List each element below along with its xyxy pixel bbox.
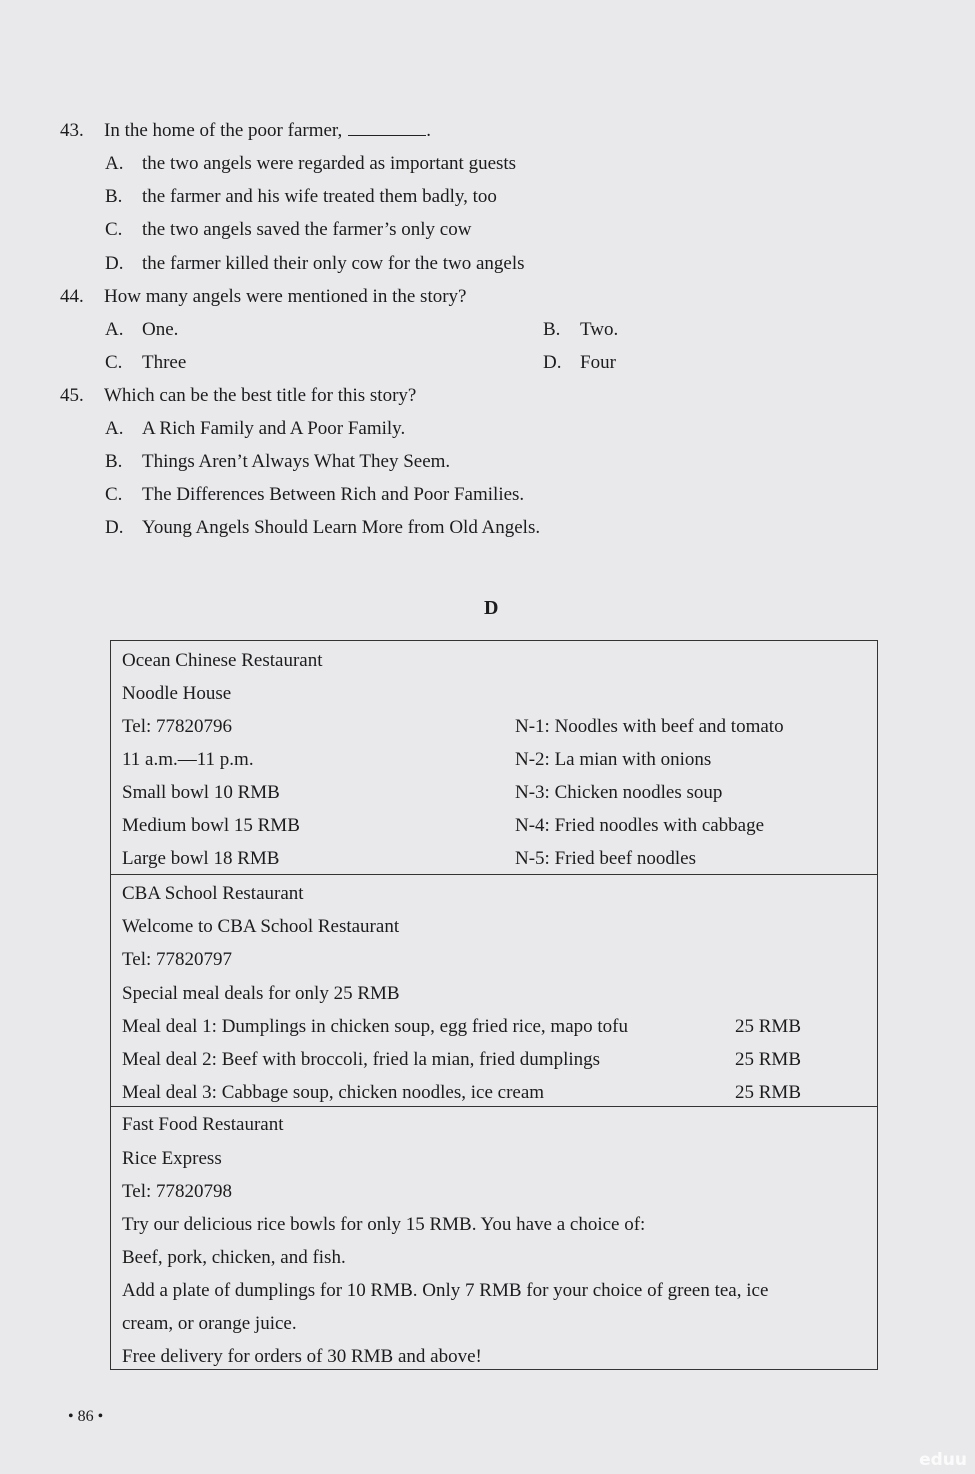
promo-line: Free delivery for orders of 30 RMB and above! — [122, 1346, 482, 1367]
restaurant-tel: Tel: 77820796 — [122, 716, 233, 737]
option-43a: A. the two angels were regarded as important guests — [105, 153, 517, 174]
restaurant-name: Fast Food Restaurant — [122, 1114, 284, 1135]
promo-line: Add a plate of dumplings for 10 RMB. Only 7 RMB for your choice of green tea, ice — [122, 1280, 769, 1301]
option-45b: B. Things Aren’t Always What They Seem. — [105, 451, 451, 472]
price-large: Large bowl 18 RMB — [122, 848, 280, 869]
answer-blank — [348, 118, 426, 136]
option-45d: D. Young Angels Should Learn More from Old Angels. — [105, 517, 541, 538]
menu-item: N-3: Chicken noodles soup — [515, 782, 723, 803]
question-stem: Which can be the best title for this story? — [104, 385, 417, 406]
option-44d: D. Four — [543, 352, 616, 373]
option-44a: A. One. — [105, 319, 179, 340]
ocean-restaurant-block — [111, 641, 877, 874]
menu-item: N-1: Noodles with beef and tomato — [515, 716, 784, 737]
meal-deal-price: 25 RMB — [735, 1082, 801, 1103]
question-number: 43. — [60, 120, 84, 141]
option-43d: D. the farmer killed their only cow for the two angels — [105, 253, 525, 274]
price-medium: Medium bowl 15 RMB — [122, 815, 300, 836]
question-number: 44. — [60, 286, 84, 307]
restaurant-subtitle: Noodle House — [122, 683, 232, 704]
restaurant-tel: Tel: 77820797 — [122, 949, 233, 970]
question-43 — [60, 118, 431, 143]
meal-deal: Meal deal 3: Cabbage soup, chicken noodles, ice cream — [122, 1082, 545, 1103]
restaurant-tel: Tel: 77820798 — [122, 1181, 233, 1202]
restaurant-subtitle: Rice Express — [122, 1148, 222, 1169]
question-stem: How many angels were mentioned in the story? — [104, 286, 467, 307]
option-43c: C. the two angels saved the farmer’s only cow — [105, 219, 472, 240]
question-stem-end: . — [426, 120, 431, 141]
question-44 — [60, 285, 466, 309]
meal-deal-price: 25 RMB — [735, 1049, 801, 1070]
restaurant-name: Ocean Chinese Restaurant — [122, 650, 323, 671]
menu-item: N-4: Fried noodles with cabbage — [515, 815, 765, 836]
promo-line: cream, or orange juice. — [122, 1313, 297, 1334]
watermark: eduu — [919, 1450, 967, 1470]
menu-item: N-5: Fried beef noodles — [515, 848, 696, 869]
restaurant-welcome: Welcome to CBA School Restaurant — [122, 916, 400, 937]
option-44c: C. Three — [105, 352, 187, 373]
opening-hours: 11 a.m.—11 p.m. — [122, 749, 254, 770]
restaurant-menu-table — [110, 640, 878, 1370]
meal-deal: Meal deal 1: Dumplings in chicken soup, egg fried rice, mapo tofu — [122, 1016, 629, 1037]
option-43b: B. the farmer and his wife treated them badly, too — [105, 186, 497, 207]
cba-restaurant-block — [111, 874, 877, 1106]
section-heading: D — [484, 597, 499, 619]
promo-line: Beef, pork, chicken, and fish. — [122, 1247, 346, 1268]
meal-deal-price: 25 RMB — [735, 1016, 801, 1037]
question-number: 45. — [60, 385, 84, 406]
option-45c: C. The Differences Between Rich and Poor Families. — [105, 484, 525, 505]
fast-food-restaurant-block — [111, 1106, 877, 1368]
page-number: • 86 • — [68, 1408, 104, 1425]
meal-deal: Meal deal 2: Beef with broccoli, fried la mian, fried dumplings — [122, 1049, 601, 1070]
price-small: Small bowl 10 RMB — [122, 782, 280, 803]
option-45a: A. A Rich Family and A Poor Family. — [105, 418, 406, 439]
special-deals-heading: Special meal deals for only 25 RMB — [122, 983, 400, 1004]
promo-line: Try our delicious rice bowls for only 15 RMB. You have a choice of: — [122, 1214, 646, 1235]
menu-item: N-2: La mian with onions — [515, 749, 712, 770]
restaurant-name: CBA School Restaurant — [122, 883, 304, 904]
option-44b: B. Two. — [543, 319, 619, 340]
question-stem: In the home of the poor farmer, — [104, 120, 343, 141]
question-45 — [60, 384, 416, 408]
